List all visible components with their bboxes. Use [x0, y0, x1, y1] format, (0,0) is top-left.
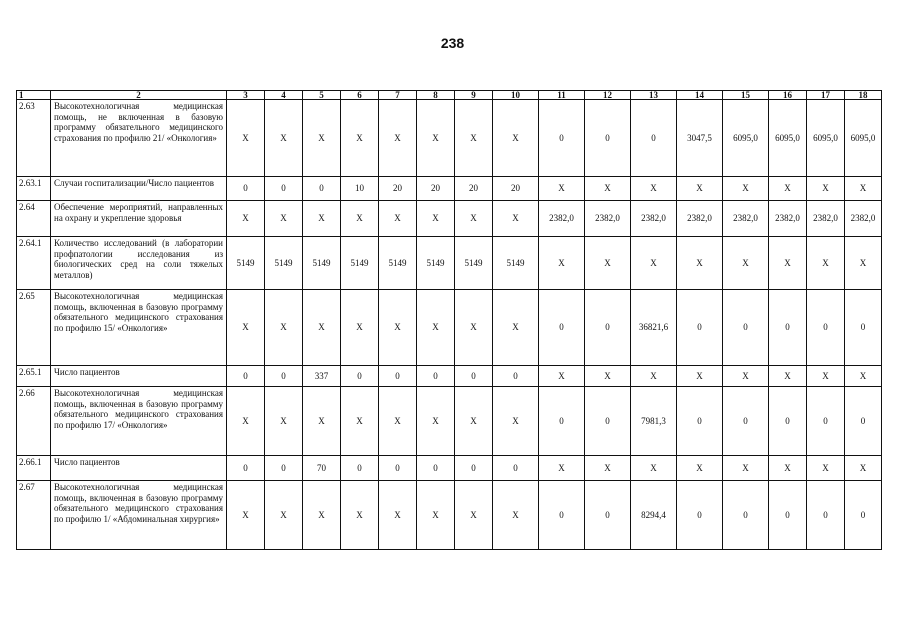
table-row — [17, 387, 882, 456]
table-cell: 5149 — [379, 237, 417, 290]
table-cell: X — [631, 237, 677, 290]
table-cell: X — [341, 100, 379, 177]
table-cell: X — [265, 481, 303, 550]
table-cell: 0 — [493, 366, 539, 387]
table-cell: 3047,5 — [677, 100, 723, 177]
table-cell: 0 — [379, 366, 417, 387]
table-cell: X — [845, 456, 882, 481]
column-header: 1 — [17, 91, 51, 100]
row-code: 2.66.1 — [17, 456, 51, 481]
table-cell: 5149 — [341, 237, 379, 290]
table-cell: X — [417, 387, 455, 456]
table-cell: 0 — [677, 387, 723, 456]
table-cell: 10 — [341, 177, 379, 201]
table-cell: 20 — [493, 177, 539, 201]
table-cell: X — [807, 177, 845, 201]
row-name: Высокотехнологичная медицинская помощь, включенная в базовую программу обязательного медицинского страхования по профилю 17/ «Онкология» — [51, 387, 227, 456]
table-cell: 0 — [379, 456, 417, 481]
table-cell: X — [227, 100, 265, 177]
table-cell: 0 — [539, 100, 585, 177]
table-cell: 8294,4 — [631, 481, 677, 550]
table-cell: X — [677, 456, 723, 481]
row-code: 2.66 — [17, 387, 51, 456]
table-cell: X — [769, 177, 807, 201]
table-cell: 6095,0 — [845, 100, 882, 177]
table-cell: X — [807, 366, 845, 387]
table-cell: X — [585, 237, 631, 290]
table-cell: X — [493, 100, 539, 177]
table-cell: 0 — [341, 366, 379, 387]
table-cell: 0 — [845, 290, 882, 366]
table-cell: X — [677, 366, 723, 387]
table-cell: X — [341, 481, 379, 550]
column-header: 11 — [539, 91, 585, 100]
table-cell: X — [455, 201, 493, 237]
table-cell: X — [379, 100, 417, 177]
table-cell: 0 — [455, 366, 493, 387]
table-cell: X — [303, 481, 341, 550]
table-cell: X — [417, 201, 455, 237]
column-header: 13 — [631, 91, 677, 100]
header-row — [17, 91, 882, 100]
table-cell: X — [539, 177, 585, 201]
table-cell: X — [493, 290, 539, 366]
table-cell: X — [227, 290, 265, 366]
table-cell: 337 — [303, 366, 341, 387]
table-row — [17, 456, 882, 481]
table-cell: X — [845, 177, 882, 201]
table-cell: X — [417, 290, 455, 366]
table-cell: X — [303, 290, 341, 366]
table-cell: X — [493, 387, 539, 456]
table-cell: 0 — [723, 387, 769, 456]
table-cell: 2382,0 — [539, 201, 585, 237]
table-cell: 2382,0 — [807, 201, 845, 237]
table-cell: X — [539, 237, 585, 290]
table-cell: 2382,0 — [845, 201, 882, 237]
table-cell: 20 — [379, 177, 417, 201]
table-cell: 2382,0 — [631, 201, 677, 237]
table-cell: X — [493, 481, 539, 550]
table-cell: 0 — [539, 481, 585, 550]
table-row — [17, 481, 882, 550]
table-row — [17, 366, 882, 387]
table-cell: 0 — [677, 481, 723, 550]
table-cell: 5149 — [455, 237, 493, 290]
table-cell: X — [227, 387, 265, 456]
table-cell: X — [455, 387, 493, 456]
table-cell: 0 — [769, 290, 807, 366]
column-header: 3 — [227, 91, 265, 100]
table-cell: 0 — [585, 290, 631, 366]
table-cell: 0 — [417, 366, 455, 387]
table-cell: 0 — [845, 481, 882, 550]
table-cell: 0 — [227, 177, 265, 201]
table-cell: 2382,0 — [769, 201, 807, 237]
table-cell: 0 — [769, 481, 807, 550]
table-cell: 5149 — [417, 237, 455, 290]
table-cell: X — [769, 237, 807, 290]
table-cell: 6095,0 — [769, 100, 807, 177]
row-name: Число пациентов — [51, 456, 227, 481]
table-cell: X — [379, 290, 417, 366]
table-cell: X — [631, 177, 677, 201]
column-header: 17 — [807, 91, 845, 100]
table-cell: X — [341, 290, 379, 366]
table-cell: 0 — [631, 100, 677, 177]
table-cell: 0 — [303, 177, 341, 201]
row-code: 2.63.1 — [17, 177, 51, 201]
table-cell: X — [539, 456, 585, 481]
column-header: 14 — [677, 91, 723, 100]
column-header: 6 — [341, 91, 379, 100]
table-cell: 0 — [845, 387, 882, 456]
column-header: 15 — [723, 91, 769, 100]
row-name: Обеспечение мероприятий, направленных на охрану и укрепление здоровья — [51, 201, 227, 237]
table-cell: X — [455, 100, 493, 177]
table-cell: 0 — [585, 481, 631, 550]
table-cell: 6095,0 — [807, 100, 845, 177]
table-cell: X — [265, 387, 303, 456]
table-cell: X — [265, 201, 303, 237]
table-cell: X — [265, 290, 303, 366]
table-cell: 0 — [723, 481, 769, 550]
table-cell: 0 — [585, 387, 631, 456]
table-cell: X — [585, 456, 631, 481]
table-cell: 20 — [455, 177, 493, 201]
table-row — [17, 237, 882, 290]
table-cell: 5149 — [303, 237, 341, 290]
table-cell: X — [417, 481, 455, 550]
table-cell: X — [585, 177, 631, 201]
table-cell: 0 — [417, 456, 455, 481]
table-cell: X — [303, 387, 341, 456]
table-row — [17, 201, 882, 237]
column-header: 4 — [265, 91, 303, 100]
table-cell: X — [303, 100, 341, 177]
table-cell: X — [455, 290, 493, 366]
column-header: 8 — [417, 91, 455, 100]
table-cell: 0 — [677, 290, 723, 366]
table-cell: 6095,0 — [723, 100, 769, 177]
table-cell: X — [379, 201, 417, 237]
table-cell: X — [493, 201, 539, 237]
column-header: 7 — [379, 91, 417, 100]
table-cell: X — [227, 201, 265, 237]
row-name: Количество исследований (в лаборатории профпатологии исследования из биологических сред на соли тяжелых металлов) — [51, 237, 227, 290]
table-cell: 20 — [417, 177, 455, 201]
table-row — [17, 177, 882, 201]
table-cell: X — [723, 237, 769, 290]
table-cell: 0 — [265, 177, 303, 201]
column-header: 5 — [303, 91, 341, 100]
table-cell: 5149 — [493, 237, 539, 290]
row-name: Высокотехнологичная медицинская помощь, включенная в базовую программу обязательного медицинского страхования по профилю 1/ «Абдоминальная хирургия» — [51, 481, 227, 550]
table-cell: X — [807, 456, 845, 481]
table-cell: 0 — [723, 290, 769, 366]
table-cell: X — [769, 366, 807, 387]
table-cell: X — [303, 201, 341, 237]
column-header: 12 — [585, 91, 631, 100]
column-header: 18 — [845, 91, 882, 100]
table-cell: X — [723, 456, 769, 481]
table-cell: X — [631, 456, 677, 481]
table-cell: 7981,3 — [631, 387, 677, 456]
table-cell: 0 — [227, 456, 265, 481]
row-name: Высокотехнологичная медицинская помощь, включенная в базовую программу обязательного медицинского страхования по профилю 15/ «Онкология» — [51, 290, 227, 366]
table-cell: 0 — [265, 456, 303, 481]
table-cell: X — [845, 237, 882, 290]
table-cell: 0 — [539, 387, 585, 456]
row-name: Число пациентов — [51, 366, 227, 387]
table-cell: 70 — [303, 456, 341, 481]
table-cell: 2382,0 — [677, 201, 723, 237]
table-cell: 0 — [807, 387, 845, 456]
table-cell: 36821,6 — [631, 290, 677, 366]
table-cell: X — [585, 366, 631, 387]
table-cell: X — [379, 387, 417, 456]
table-cell: 0 — [341, 456, 379, 481]
table-cell: 0 — [227, 366, 265, 387]
column-header: 9 — [455, 91, 493, 100]
page-number: 238 — [440, 35, 465, 51]
table-cell: 0 — [493, 456, 539, 481]
table-cell: X — [341, 387, 379, 456]
table-cell: 5149 — [227, 237, 265, 290]
table-cell: 0 — [455, 456, 493, 481]
column-header: 16 — [769, 91, 807, 100]
data-table — [16, 90, 882, 550]
table-cell: X — [769, 456, 807, 481]
row-name: Высокотехнологичная медицинская помощь, не включенная в базовую программу обязательного медицинского страхования по профилю 21/ «Онкология» — [51, 100, 227, 177]
table-cell: X — [227, 481, 265, 550]
table-cell: X — [379, 481, 417, 550]
table-cell: X — [539, 366, 585, 387]
table-cell: X — [723, 177, 769, 201]
table-cell: X — [631, 366, 677, 387]
table-cell: X — [845, 366, 882, 387]
table-row — [17, 100, 882, 177]
row-code: 2.65.1 — [17, 366, 51, 387]
row-code: 2.64 — [17, 201, 51, 237]
table-cell: 0 — [769, 387, 807, 456]
table-cell: 0 — [807, 290, 845, 366]
table-row — [17, 290, 882, 366]
table-cell: X — [677, 177, 723, 201]
table-cell: X — [341, 201, 379, 237]
table-cell: X — [723, 366, 769, 387]
table-cell: X — [265, 100, 303, 177]
table-cell: 0 — [265, 366, 303, 387]
row-code: 2.65 — [17, 290, 51, 366]
table-cell: 5149 — [265, 237, 303, 290]
table-cell: 0 — [585, 100, 631, 177]
table-cell: X — [417, 100, 455, 177]
row-code: 2.63 — [17, 100, 51, 177]
row-name: Случаи госпитализации/Число пациентов — [51, 177, 227, 201]
column-header: 2 — [51, 91, 227, 100]
table-cell: 0 — [807, 481, 845, 550]
table-cell: X — [807, 237, 845, 290]
row-code: 2.64.1 — [17, 237, 51, 290]
table-cell: 2382,0 — [723, 201, 769, 237]
table-cell: X — [677, 237, 723, 290]
table-cell: X — [455, 481, 493, 550]
row-code: 2.67 — [17, 481, 51, 550]
table-cell: 0 — [539, 290, 585, 366]
column-header: 10 — [493, 91, 539, 100]
table-cell: 2382,0 — [585, 201, 631, 237]
